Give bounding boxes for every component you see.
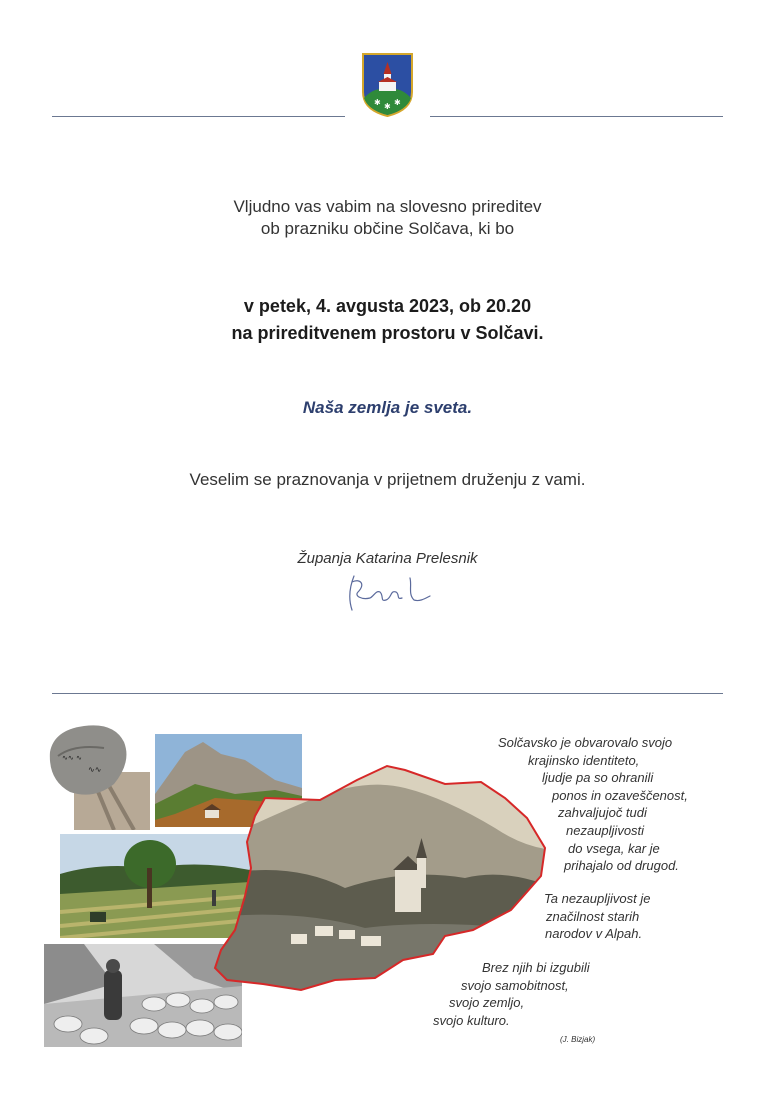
svg-text:∿∿ ∿: ∿∿ ∿ [62,754,82,762]
svg-text:✱: ✱ [394,98,401,107]
quote-line: ljudje pa so ohranili [542,770,654,786]
event-date: v petek, 4. avgusta 2023, ob 20.20 [243,296,532,316]
quote-line: nezaupljivosti [566,823,645,838]
svg-text:∿∿: ∿∿ [88,765,102,774]
header-rule-left [52,116,345,117]
svg-text:✱: ✱ [374,98,381,107]
lead-line-2: ob prazniku občine Solčava, ki bo [260,219,515,238]
quote-line: Ta nezaupljivost je [544,891,651,906]
motto: Naša zemlja je sveta. [302,398,473,417]
quote-line: svojo samobitnost, [461,977,569,993]
quote-line: prihajalo od drugod. [564,858,679,874]
quote-line: narodov v Alpah. [545,926,643,942]
greeting: Veselim se praznovanja v prijetnem druženju z vami. [189,470,586,489]
quote-line: ponos in ozaveščenost, [552,787,688,803]
quote-line: Solčavsko je obvarovalo svojo [498,735,673,750]
quote-author: (J. Bizjak) [560,1035,596,1044]
invitation-lead [0,196,775,240]
quote-line: značilnost starih [546,908,640,924]
quote-line: zahvaljujoč tudi [558,805,647,821]
quote-line: svojo zemljo, [449,995,525,1011]
bizjak-quote [0,734,775,1034]
quote-line: do vsega, kar je [568,840,660,856]
quote-line: svojo kulturo. [433,1012,510,1028]
signatory-name: Županja Katarina Prelesnik [297,550,478,567]
handwritten-signature [340,572,435,617]
quote-line: Brez njih bi izgubili [482,960,590,975]
event-venue: na prireditvenem prostoru v Solčavi. [231,323,544,343]
footer-rule [52,693,723,694]
solcava-coat-of-arms-icon [361,52,414,118]
event-details [0,293,775,347]
svg-text:✱: ✱ [384,102,391,111]
quote-line: krajinsko identiteto, [528,752,640,768]
header-rule-right [430,116,723,117]
lead-line-1: Vljudno vas vabim na slovesno prireditev [233,197,542,216]
